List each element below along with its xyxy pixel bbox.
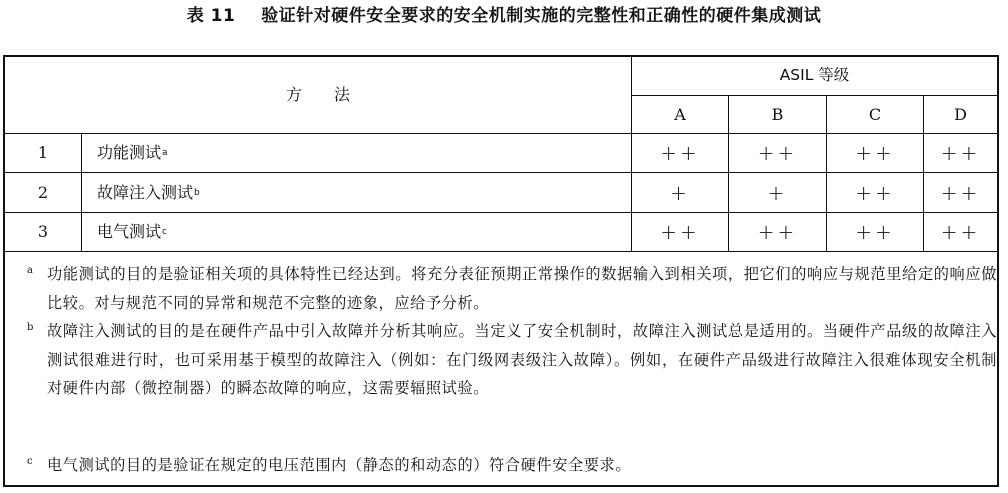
rating-cell: ++ — [940, 141, 981, 165]
footnote-text: 电气测试的目的是验证在规定的电压范围内（静态的和动态的）符合硬件安全要求。 — [47, 456, 632, 474]
method-name: 故障注入测试 b — [97, 182, 200, 202]
level-header-b: B — [771, 104, 784, 124]
method-name: 功能测试 a — [97, 143, 168, 162]
footnote-key: c — [27, 456, 34, 467]
table-number: 表 11 — [186, 6, 236, 26]
row-index: 3 — [37, 222, 49, 241]
rating-cell: ++ — [940, 220, 981, 244]
row-index: 1 — [37, 143, 49, 162]
rating-cell: ++ — [855, 141, 895, 165]
rating-cell: ++ — [757, 220, 798, 244]
level-header-c: C — [868, 104, 882, 124]
footnote-text: 故障注入测试的目的是在硬件产品中引入故障并分析其响应。当定义了安全机制时，故障注入测试总是适用的。当硬件产品级的故障注入测试很难进行时，也可采用基于模型的故障注入（例如：在门级网表级注入故障）。例如，在硬件产品级进行故障注入很难体现安全机制对硬件内部（微控制器）的瞬态故障的响应，这需要辐照试验。 — [47, 322, 997, 397]
method-name: 电气测试 c — [97, 222, 167, 241]
footnote-b — [27, 317, 997, 403]
footnote-text: 功能测试的目的是验证相关项的具体特性已经达到。将充分表征预期正常操作的数据输入到相关项，把它们的响应与规范里给定的响应做比较。对与规范不同的异常和规范不完整的迹象，应给予分析。 — [47, 265, 997, 312]
rating-cell: ++ — [660, 141, 700, 165]
rating-cell: ++ — [855, 220, 895, 244]
rating-cell: + — [670, 180, 690, 205]
footnote-key: b — [27, 322, 35, 333]
level-header-d: D — [954, 104, 967, 124]
footnote-key: a — [27, 265, 34, 276]
row-index: 2 — [37, 182, 49, 202]
asil-header: ASIL 等级 — [779, 66, 850, 85]
requirements-table — [3, 55, 999, 487]
rating-cell: ++ — [660, 220, 700, 244]
rating-cell: ++ — [940, 180, 981, 205]
table-caption — [0, 2, 1008, 30]
footnote-a — [27, 260, 997, 317]
index-column-divider — [81, 134, 82, 251]
rating-cell: ++ — [757, 141, 798, 165]
method-header: 方 法 — [285, 85, 350, 104]
table-body-bottom-rule — [5, 251, 997, 252]
level-header-a: A — [674, 104, 686, 124]
rating-cell: ++ — [855, 180, 895, 205]
rating-cell: + — [767, 180, 788, 205]
table-title: 验证针对硬件安全要求的安全机制实施的完整性和正确性的硬件集成测试 — [261, 6, 822, 26]
footnote-c — [27, 451, 997, 480]
